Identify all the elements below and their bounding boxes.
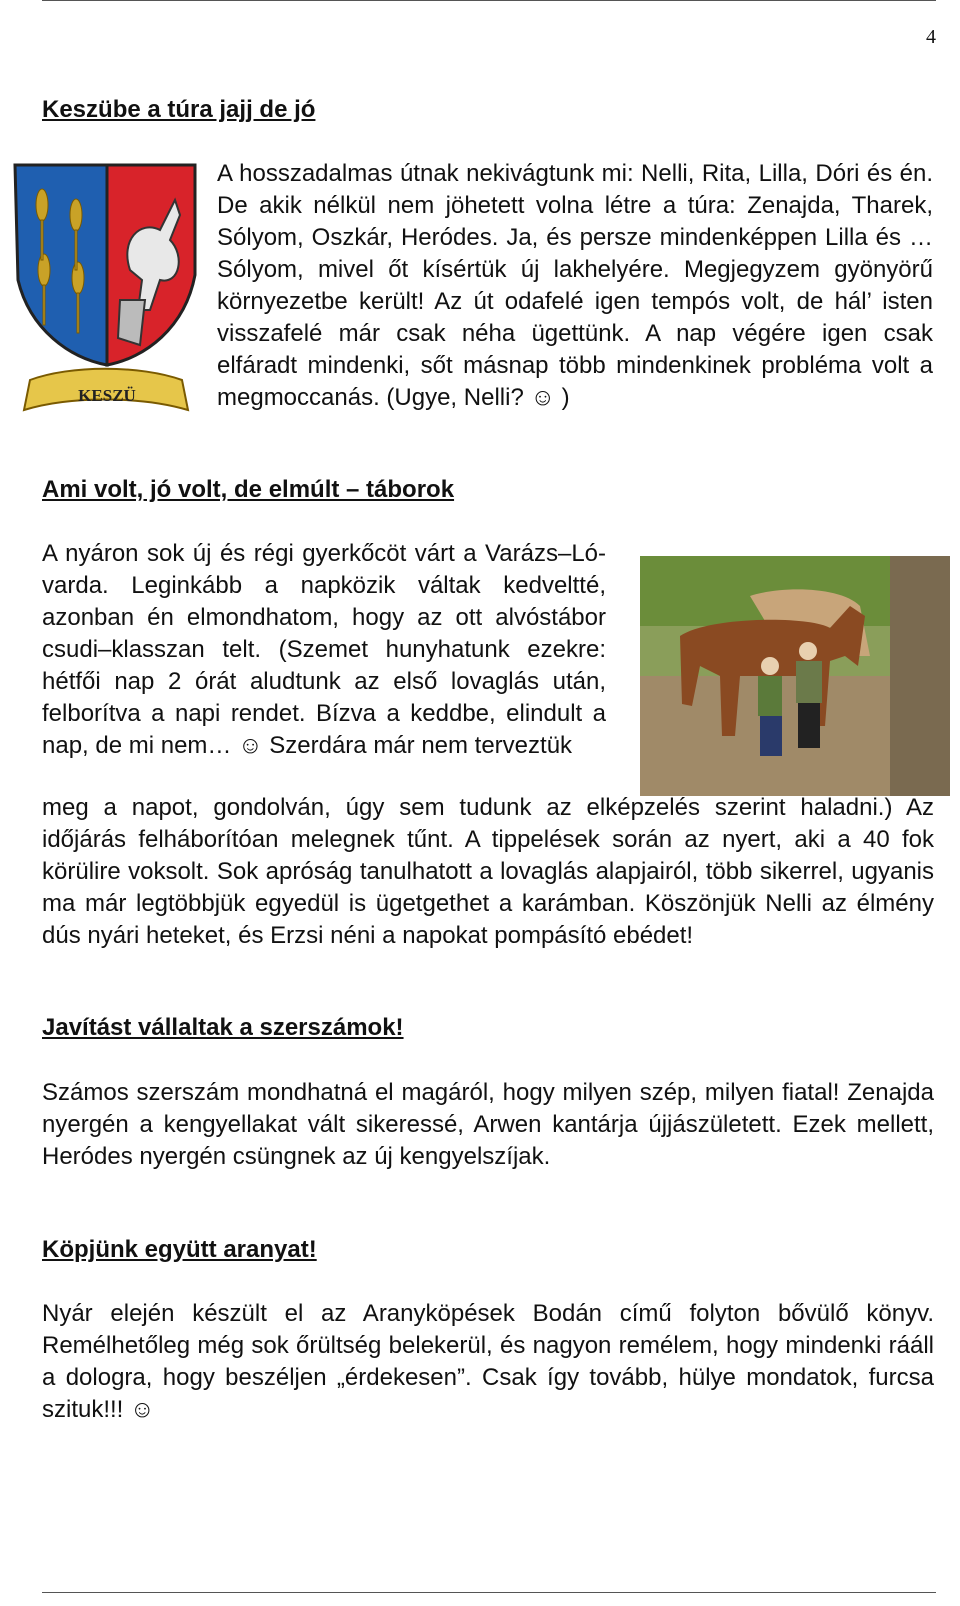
coat-banner-text: KESZÜ (78, 386, 136, 405)
paragraph-tura: A hosszadalmas útnak nekivágtunk mi: Nelli, Rita, Lilla, Dóri és én. De akik nélkül nem jöhetett volna létre a túra: Zenajda, Tharek, Sólyom, Oszkár, Heródes. Ja, és persze mindenképpen Lilla és … Sólyom, mivel őt kísértük új lakhelyére. Megjegyzem gyönyörű környezetbe került! Az út odafelé igen tempós volt, de hál’ isten visszafelé már csak néha ügettünk. A nap végére igen csak elfáradt mindenki, sőt másnap több mindenkinek probléma volt a megmoccanás. (Ugye, Nelli? ☺ ) (217, 160, 933, 411)
page-number: 4 (926, 26, 936, 48)
horse-photo (640, 556, 950, 796)
top-rule (42, 0, 936, 1)
heading-taborok: Ami volt, jó volt, de elmúlt – táborok (42, 476, 455, 503)
paragraph-taborok-wrapped: A nyáron sok új és régi gyerkőcöt várt a Varázs–Ló-varda. Leginkább a napközik váltak kedveltté, azonban én elmondhatom, hogy az ott alvóstábor csudi–klasszan telt. (Szemet hunyhatunk ezekre: hétfői nap 2 órát aludtunk az első lovaglás után, felborítva a napi rendet. Bízva a keddbe, elindult a nap, de mi nem… ☺ Szerdára már nem terveztük (42, 540, 606, 759)
paragraph-aranykopesek: Nyár elején készült el az Aranyköpések Bodán című folyton bővülő könyv. Remélhetőleg még sok őrültség belekerül, és nagyon remélem, hogy mindenki rááll a dologra, hogy beszéljen „érdekesen”. Csak így tovább, hülye mondatok, furcsa szituk!!! ☺ (42, 1300, 934, 1423)
bottom-rule (42, 1592, 936, 1593)
heading-tura: Keszübe a túra jajj de jó (42, 96, 316, 123)
paragraph-taborok-full: meg a napot, gondolván, úgy sem tudunk az elképzelés szerint haladni.) Az időjárás felháborítóan melegnek tűnt. A tippelések során az nyert, aki a 40 fok körülire voksolt. Sok apróság tanulhatott a lovaglás alapjairól, több sikerrel, ugyanis ma már legtöbbjük egyedül is ügetgethet a karámban. Köszönjük Nelli az élmény dús nyári heteket, és Erzsi néni a napokat pompásító ebédet! (42, 794, 934, 949)
heading-szerszamok: Javítást vállaltak a szerszámok! (42, 1014, 404, 1041)
paragraph-szerszamok: Számos szerszám mondhatná el magáról, hogy milyen szép, milyen fiatal! Zenajda nyergén a kengyellakat vált sikeressé, Arwen kantárja újjászületett. Ezek mellett, Heródes nyergén csüngnek az új kengyelszíjak. (42, 1079, 934, 1170)
heading-aranykopesek: Köpjünk együtt aranyat! (42, 1236, 317, 1263)
coat-of-arms (10, 160, 200, 430)
